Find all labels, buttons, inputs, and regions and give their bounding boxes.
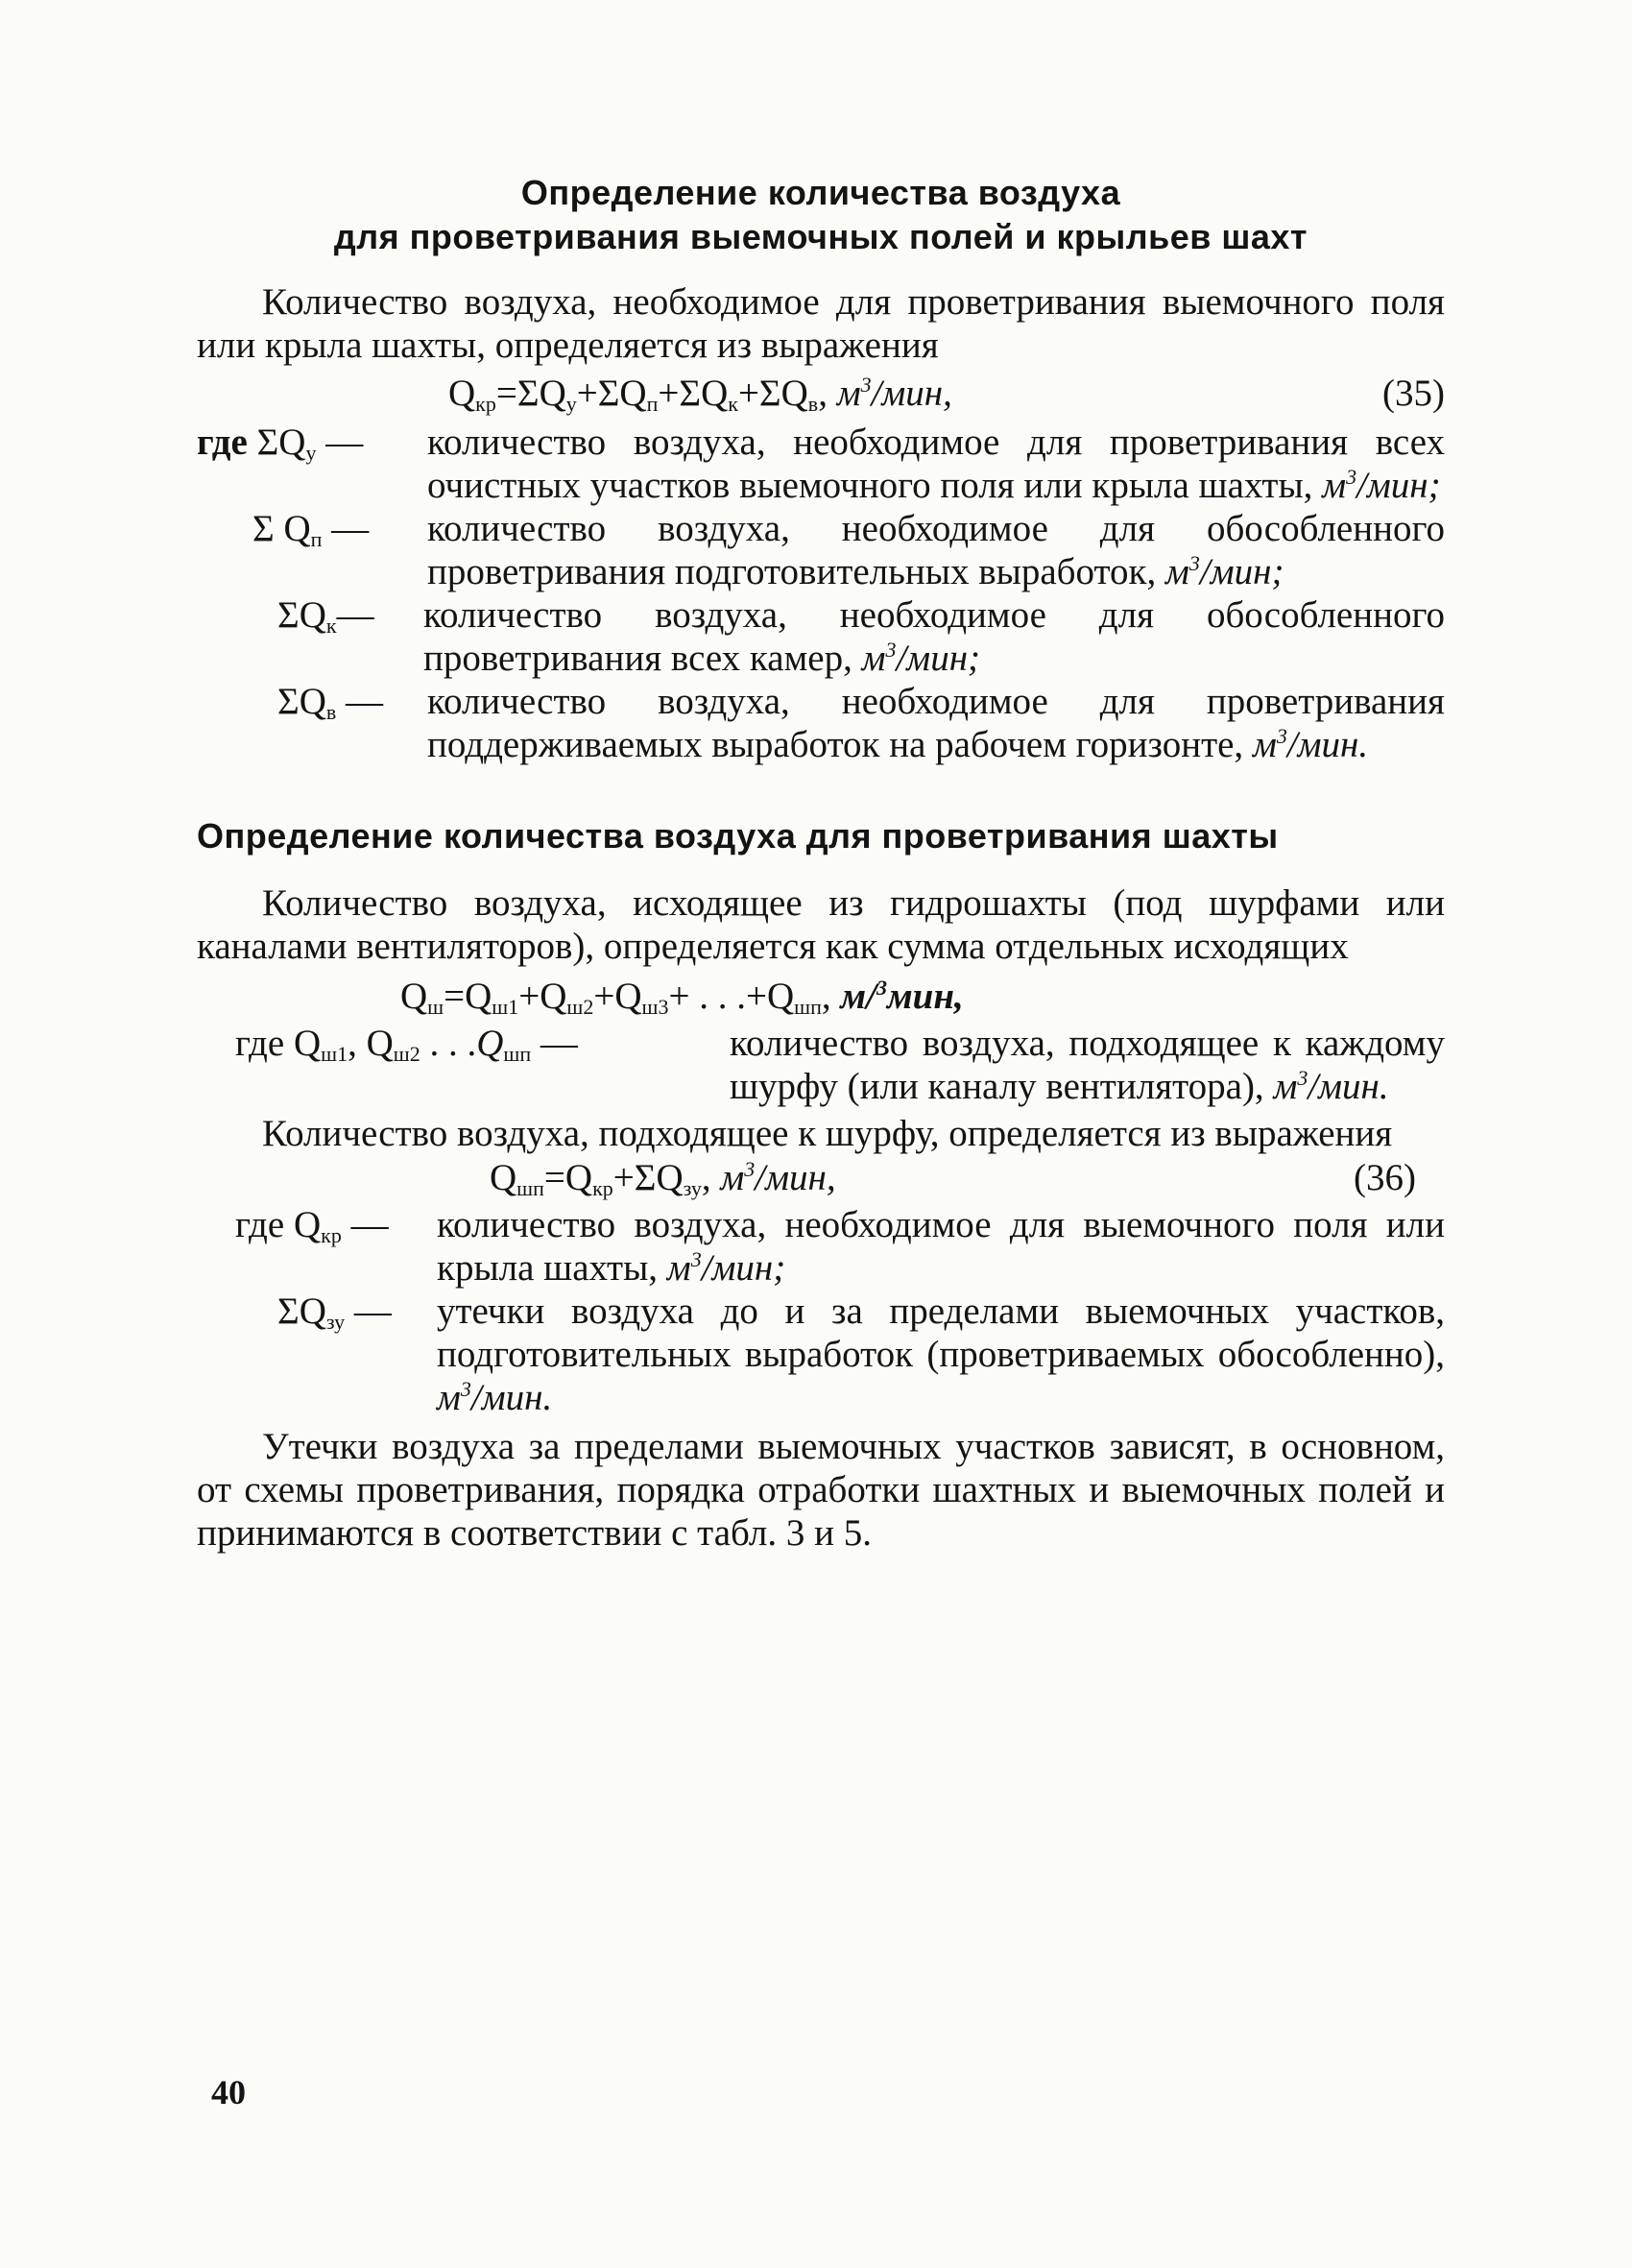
equation-number-36: (36) [1354, 1157, 1416, 1198]
definition-sum-qp: Σ $Q_п$ — количество воздуха, необходимое для обособленного проветривания подготовительных выработок, $м^3$/мин; [252, 508, 1445, 592]
definition-sum-qk: $\Sigma Q_к—$ количество воздуха, необходимое для обособленного проветривания всех камер, $м^3$/мин; [277, 594, 1445, 679]
definition-sum-qzu: $\Sigma Q_{зу}$ — утечки воздуха до и за пределами выемочных участков, подготовительных выработок (проветриваемых обособленно), $м^3$/мин. [277, 1291, 1445, 1418]
section2-intro2: Количество воздуха, подходящее к шурфу, определяется из выражения [262, 1113, 1393, 1154]
section1-title-line1: Определение количества воздуха [520, 173, 1121, 212]
definition-sum-qy: где $\Sigma Q_у$ — количество воздуха, необходимое для проветривания всех очистных участков выемочного поля или крыла шахты, $м^3$/мин; [197, 422, 1445, 506]
formula-35-unit: $м^3$/мин, [836, 373, 952, 414]
formula-sum-shafts: $Q_ш=Q_{ш1}+Q_{ш2}+Q_{ш3}+$ . . $.+Q_{шп}$, м/$^3$мин, [400, 976, 964, 1019]
page-content [197, 171, 1445, 1555]
page-number: 40 [211, 2073, 246, 2111]
formula-sum-unit: м/$^3$мин, [840, 976, 964, 1017]
section2-closing: Утечки воздуха за пределами выемочных участков зависят, в основном, от схемы проветривания, порядка отработки шахтных и выемочных полей и принимаются в соответствии с табл. 3 и 5. [197, 1426, 1445, 1554]
formula-35: $Q_{кр}=\Sigma Q_у+\Sigma Q_п+\Sigma Q_к+\Sigma Q_в$, $м^3$/мин, (35) [448, 373, 1445, 416]
section1-heading [197, 171, 1445, 259]
formula-36: $Q_{шп}=Q_{кр}+\Sigma Q_{зу}$, $м^3$/мин, (36) [490, 1157, 1416, 1200]
definition-qkr: где $Q_{кр}$ — количество воздуха, необходимое для выемочного поля или крыла шахты, $м^3$/мин; [235, 1204, 1445, 1289]
definition-sum-qv: $\Sigma Q_в$ — количество воздуха, необходимое для проветривания поддерживаемых выработок на рабочем горизонте, $м^3$/мин. [277, 681, 1445, 765]
section1-title-line2: для проветривания выемочных полей и крыльев шахт [333, 217, 1308, 256]
definition-shaft-flows: где $Q_{ш1}$, $Q_{ш2}$ . . $.Q_{шп}$ — количество воздуха, подходящее к каждому шурфу (или каналу вентилятора), $м^3$/мин. [235, 1023, 1445, 1107]
section2-heading: Определение количества воздуха для проветривания шахты [197, 816, 1279, 856]
section2-intro: Количество воздуха, исходящее из гидрошахты (под шурфами или каналами вентиляторов), определяется как сумма отдельных исходящих [197, 882, 1445, 967]
formula-36-unit: $м^3$/мин, [720, 1157, 836, 1198]
section1-intro: Количество воздуха, необходимое для проветривания выемочного поля или крыла шахты, определяется из выражения [197, 281, 1445, 366]
equation-number-35: (35) [1382, 373, 1445, 414]
